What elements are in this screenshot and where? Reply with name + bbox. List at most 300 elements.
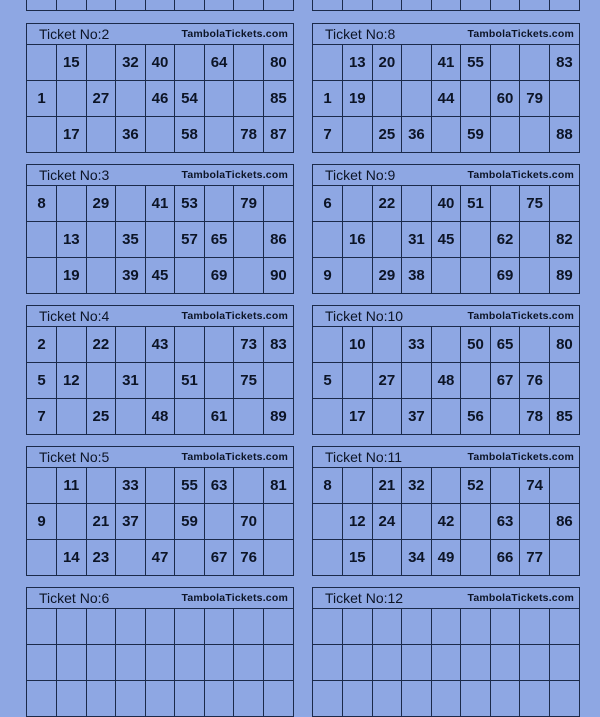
ticket-cell: 14 bbox=[57, 540, 87, 576]
ticket-cell: 5 bbox=[313, 363, 343, 399]
ticket-row bbox=[27, 222, 293, 258]
ticket-cell: 40 bbox=[145, 45, 175, 81]
ticket-cell bbox=[372, 645, 402, 681]
ticket-cell bbox=[234, 222, 264, 258]
ticket bbox=[312, 305, 580, 435]
ticket-cell bbox=[175, 327, 205, 363]
ticket-cell: 77 bbox=[520, 540, 550, 576]
ticket-cell bbox=[431, 609, 461, 645]
ticket-cell: 73 bbox=[234, 327, 264, 363]
ticket-cell bbox=[431, 258, 461, 294]
ticket-cell bbox=[175, 609, 205, 645]
ticket-row bbox=[27, 468, 293, 504]
ticket bbox=[312, 587, 580, 717]
ticket-cell: 31 bbox=[402, 222, 432, 258]
ticket-cell bbox=[116, 681, 146, 717]
ticket-cell bbox=[520, 609, 550, 645]
ticket-cell bbox=[520, 117, 550, 153]
ticket-cell: 56 bbox=[461, 399, 491, 435]
ticket-cell: 20 bbox=[372, 45, 402, 81]
ticket-cell: 60 bbox=[490, 81, 520, 117]
ticket-cell: 7 bbox=[313, 117, 343, 153]
ticket-cell: 29 bbox=[372, 258, 402, 294]
ticket-cell bbox=[520, 504, 550, 540]
ticket-cell: 1 bbox=[313, 81, 343, 117]
ticket-cell bbox=[86, 45, 116, 81]
ticket-cell bbox=[549, 468, 579, 504]
ticket-cell bbox=[313, 681, 343, 717]
ticket-cell: 27 bbox=[372, 363, 402, 399]
ticket-cell: 90 bbox=[263, 258, 293, 294]
ticket-cell bbox=[145, 468, 175, 504]
ticket-cell: 22 bbox=[372, 186, 402, 222]
ticket-cell: 69 bbox=[204, 258, 234, 294]
ticket-cell bbox=[204, 327, 234, 363]
ticket-number: Ticket No:8 bbox=[325, 26, 396, 42]
ticket-cell bbox=[116, 186, 146, 222]
ticket-cell bbox=[263, 504, 293, 540]
ticket-cell bbox=[27, 645, 57, 681]
ticket-number: Ticket No:9 bbox=[325, 167, 396, 183]
ticket-cell: 17 bbox=[57, 117, 87, 153]
ticket-cell: 5 bbox=[27, 363, 57, 399]
ticket-grid bbox=[313, 186, 579, 293]
ticket-cell: 55 bbox=[461, 45, 491, 81]
ticket-row bbox=[27, 399, 293, 435]
ticket-cell bbox=[431, 645, 461, 681]
ticket-cell: 31 bbox=[116, 363, 146, 399]
ticket-cell: 83 bbox=[263, 327, 293, 363]
ticket-cell: 61 bbox=[204, 399, 234, 435]
ticket-cell bbox=[490, 468, 520, 504]
ticket-cell bbox=[145, 222, 175, 258]
brand-label: TambolaTickets.com bbox=[181, 28, 288, 40]
ticket-cell: 25 bbox=[86, 399, 116, 435]
ticket-cell bbox=[490, 609, 520, 645]
ticket-grid bbox=[313, 468, 579, 575]
ticket-cell: 9 bbox=[313, 258, 343, 294]
ticket-cell bbox=[402, 681, 432, 717]
ticket-cell bbox=[145, 363, 175, 399]
ticket-cell bbox=[175, 681, 205, 717]
ticket bbox=[26, 164, 294, 294]
ticket-cell: 59 bbox=[175, 504, 205, 540]
ticket-cell bbox=[116, 540, 146, 576]
ticket-cell bbox=[27, 45, 57, 81]
ticket-cell: 45 bbox=[431, 222, 461, 258]
ticket-cell: 9 bbox=[27, 504, 57, 540]
ticket-cell: 32 bbox=[116, 45, 146, 81]
ticket-cell bbox=[27, 681, 57, 717]
ticket-cell bbox=[57, 399, 87, 435]
ticket-cell bbox=[116, 327, 146, 363]
ticket-cell: 37 bbox=[402, 399, 432, 435]
ticket-row bbox=[313, 81, 579, 117]
ticket-cell bbox=[490, 186, 520, 222]
ticket-header bbox=[313, 588, 579, 609]
ticket-grid bbox=[313, 609, 579, 716]
ticket-header bbox=[27, 165, 293, 186]
ticket-header bbox=[313, 165, 579, 186]
ticket-cell: 58 bbox=[175, 117, 205, 153]
brand-label: TambolaTickets.com bbox=[181, 451, 288, 463]
ticket bbox=[312, 164, 580, 294]
ticket-cell: 37 bbox=[116, 504, 146, 540]
ticket-cell: 76 bbox=[234, 540, 264, 576]
ticket-cell: 6 bbox=[313, 186, 343, 222]
ticket-row bbox=[27, 609, 293, 645]
ticket-cell bbox=[57, 81, 87, 117]
ticket-cell: 34 bbox=[402, 540, 432, 576]
ticket-cell: 75 bbox=[520, 186, 550, 222]
ticket-cell bbox=[57, 645, 87, 681]
ticket-cell: 23 bbox=[86, 540, 116, 576]
ticket-row bbox=[27, 681, 293, 717]
ticket-cell bbox=[461, 540, 491, 576]
ticket-cell: 12 bbox=[343, 504, 373, 540]
ticket-header bbox=[313, 24, 579, 45]
ticket-row bbox=[313, 258, 579, 294]
ticket-cell: 79 bbox=[234, 186, 264, 222]
ticket-row bbox=[27, 540, 293, 576]
ticket-cell bbox=[402, 81, 432, 117]
ticket-cell bbox=[372, 81, 402, 117]
ticket-cell bbox=[86, 681, 116, 717]
ticket-cell: 36 bbox=[116, 117, 146, 153]
ticket-cell bbox=[372, 681, 402, 717]
brand-label: TambolaTickets.com bbox=[467, 169, 574, 181]
ticket-cell: 48 bbox=[431, 363, 461, 399]
ticket-cell bbox=[313, 609, 343, 645]
ticket-cell bbox=[234, 468, 264, 504]
ticket-cell bbox=[204, 81, 234, 117]
ticket-cell bbox=[57, 681, 87, 717]
brand-label: TambolaTickets.com bbox=[467, 451, 574, 463]
ticket-cell bbox=[175, 258, 205, 294]
ticket-cell bbox=[86, 609, 116, 645]
ticket-cell: 47 bbox=[145, 540, 175, 576]
ticket-cell: 1 bbox=[27, 81, 57, 117]
ticket-number: Ticket No:10 bbox=[325, 308, 404, 324]
ticket-cell bbox=[145, 504, 175, 540]
ticket-cell bbox=[263, 186, 293, 222]
ticket bbox=[26, 305, 294, 435]
ticket-cell: 83 bbox=[549, 45, 579, 81]
ticket-cell: 65 bbox=[204, 222, 234, 258]
ticket-cell bbox=[402, 186, 432, 222]
ticket-cell: 64 bbox=[204, 45, 234, 81]
ticket-cell: 79 bbox=[520, 81, 550, 117]
ticket-cell bbox=[461, 609, 491, 645]
ticket-grid bbox=[27, 45, 293, 152]
ticket-cell: 46 bbox=[145, 81, 175, 117]
ticket-cell bbox=[313, 645, 343, 681]
ticket-grid bbox=[313, 45, 579, 152]
ticket-cell bbox=[27, 540, 57, 576]
ticket-cell bbox=[431, 468, 461, 504]
ticket-cell bbox=[343, 645, 373, 681]
ticket-cell bbox=[57, 327, 87, 363]
ticket-row bbox=[27, 645, 293, 681]
ticket-cell: 65 bbox=[490, 327, 520, 363]
ticket-cell: 51 bbox=[461, 186, 491, 222]
ticket bbox=[26, 23, 294, 153]
ticket-cell: 48 bbox=[145, 399, 175, 435]
ticket-cell bbox=[549, 540, 579, 576]
ticket-cell: 87 bbox=[263, 117, 293, 153]
ticket-grid bbox=[27, 609, 293, 716]
ticket-cell bbox=[263, 363, 293, 399]
ticket-cell: 85 bbox=[263, 81, 293, 117]
ticket-cell bbox=[313, 327, 343, 363]
ticket-cell bbox=[145, 681, 175, 717]
ticket-cell bbox=[372, 540, 402, 576]
ticket-cell bbox=[27, 117, 57, 153]
ticket-cell bbox=[234, 609, 264, 645]
ticket-cell: 24 bbox=[372, 504, 402, 540]
ticket-cell: 85 bbox=[549, 399, 579, 435]
ticket-cell bbox=[549, 363, 579, 399]
ticket-cell bbox=[490, 681, 520, 717]
ticket-cell bbox=[86, 363, 116, 399]
ticket-cell: 36 bbox=[402, 117, 432, 153]
ticket-cell bbox=[313, 399, 343, 435]
ticket-cell: 41 bbox=[145, 186, 175, 222]
ticket-cell bbox=[204, 645, 234, 681]
ticket-cell bbox=[461, 222, 491, 258]
ticket-partial-top bbox=[26, 0, 294, 11]
ticket-cell bbox=[263, 609, 293, 645]
ticket-header bbox=[313, 306, 579, 327]
ticket-row bbox=[313, 609, 579, 645]
ticket-cell bbox=[549, 609, 579, 645]
ticket-cell: 86 bbox=[263, 222, 293, 258]
ticket-cell bbox=[402, 363, 432, 399]
ticket-cell bbox=[86, 222, 116, 258]
ticket-cell: 88 bbox=[549, 117, 579, 153]
ticket-cell bbox=[175, 399, 205, 435]
ticket-cell bbox=[86, 117, 116, 153]
ticket-cell bbox=[343, 186, 373, 222]
ticket-cell: 63 bbox=[204, 468, 234, 504]
ticket-row bbox=[27, 117, 293, 153]
ticket bbox=[312, 23, 580, 153]
ticket-cell: 44 bbox=[431, 81, 461, 117]
ticket-cell: 66 bbox=[490, 540, 520, 576]
ticket-cell bbox=[145, 117, 175, 153]
brand-label: TambolaTickets.com bbox=[467, 310, 574, 322]
ticket-cell: 42 bbox=[431, 504, 461, 540]
ticket-row bbox=[313, 45, 579, 81]
ticket-cell: 62 bbox=[490, 222, 520, 258]
ticket-cell: 78 bbox=[234, 117, 264, 153]
ticket-cell: 25 bbox=[372, 117, 402, 153]
ticket-header bbox=[313, 447, 579, 468]
ticket-cell: 32 bbox=[402, 468, 432, 504]
ticket-cell bbox=[204, 117, 234, 153]
ticket-cell bbox=[343, 258, 373, 294]
ticket-cell: 2 bbox=[27, 327, 57, 363]
ticket-cell bbox=[343, 681, 373, 717]
ticket-cell: 33 bbox=[402, 327, 432, 363]
ticket-cell: 59 bbox=[461, 117, 491, 153]
ticket-cell: 40 bbox=[431, 186, 461, 222]
brand-label: TambolaTickets.com bbox=[467, 28, 574, 40]
ticket-cell: 52 bbox=[461, 468, 491, 504]
ticket-cell bbox=[145, 609, 175, 645]
ticket-cell bbox=[313, 540, 343, 576]
ticket-cell: 86 bbox=[549, 504, 579, 540]
ticket-number: Ticket No:4 bbox=[39, 308, 110, 324]
ticket-row bbox=[313, 363, 579, 399]
ticket-cell bbox=[57, 504, 87, 540]
ticket-cell bbox=[204, 504, 234, 540]
ticket-row bbox=[27, 504, 293, 540]
ticket-cell bbox=[116, 81, 146, 117]
ticket-cell bbox=[520, 45, 550, 81]
ticket-cell bbox=[234, 45, 264, 81]
ticket-number: Ticket No:5 bbox=[39, 449, 110, 465]
ticket-grid bbox=[27, 327, 293, 434]
ticket-cell bbox=[343, 363, 373, 399]
ticket-row bbox=[27, 327, 293, 363]
ticket-cell bbox=[520, 645, 550, 681]
ticket-cell: 78 bbox=[520, 399, 550, 435]
ticket-row bbox=[313, 117, 579, 153]
ticket-cell bbox=[549, 645, 579, 681]
ticket-cell bbox=[234, 399, 264, 435]
ticket-cell: 89 bbox=[549, 258, 579, 294]
ticket-cell bbox=[402, 45, 432, 81]
ticket-cell bbox=[520, 327, 550, 363]
ticket-cell bbox=[343, 609, 373, 645]
ticket-cell bbox=[402, 504, 432, 540]
ticket-cell bbox=[204, 363, 234, 399]
ticket-number: Ticket No:6 bbox=[39, 590, 110, 606]
ticket-cell bbox=[116, 645, 146, 681]
ticket-cell: 55 bbox=[175, 468, 205, 504]
ticket-cell: 8 bbox=[27, 186, 57, 222]
ticket-cell bbox=[204, 186, 234, 222]
ticket-cell: 12 bbox=[57, 363, 87, 399]
ticket-cell: 82 bbox=[549, 222, 579, 258]
ticket-cell bbox=[175, 45, 205, 81]
ticket-row bbox=[313, 645, 579, 681]
ticket-row bbox=[313, 222, 579, 258]
ticket-cell bbox=[204, 609, 234, 645]
ticket-cell: 19 bbox=[343, 81, 373, 117]
ticket-number: Ticket No:12 bbox=[325, 590, 404, 606]
ticket-cell: 15 bbox=[343, 540, 373, 576]
ticket-cell: 21 bbox=[86, 504, 116, 540]
ticket-row bbox=[313, 540, 579, 576]
ticket-row bbox=[313, 327, 579, 363]
ticket-cell bbox=[313, 504, 343, 540]
ticket-cell: 22 bbox=[86, 327, 116, 363]
ticket-cell bbox=[234, 645, 264, 681]
ticket-cell bbox=[402, 645, 432, 681]
ticket-cell bbox=[431, 327, 461, 363]
ticket-cell: 70 bbox=[234, 504, 264, 540]
ticket-cell bbox=[116, 609, 146, 645]
brand-label: TambolaTickets.com bbox=[467, 592, 574, 604]
ticket-header bbox=[27, 306, 293, 327]
ticket-cell: 67 bbox=[204, 540, 234, 576]
ticket-cell: 45 bbox=[145, 258, 175, 294]
ticket-cell: 57 bbox=[175, 222, 205, 258]
ticket-row bbox=[313, 681, 579, 717]
ticket-cell bbox=[490, 645, 520, 681]
ticket-cell bbox=[372, 222, 402, 258]
ticket-cell: 7 bbox=[27, 399, 57, 435]
ticket-cell: 51 bbox=[175, 363, 205, 399]
ticket-cell bbox=[343, 468, 373, 504]
ticket-cell: 16 bbox=[343, 222, 373, 258]
ticket-cell: 11 bbox=[57, 468, 87, 504]
ticket-cell: 80 bbox=[549, 327, 579, 363]
ticket-cell bbox=[313, 222, 343, 258]
ticket-row bbox=[27, 186, 293, 222]
ticket-cell: 81 bbox=[263, 468, 293, 504]
ticket-cell: 76 bbox=[520, 363, 550, 399]
ticket-cell bbox=[372, 327, 402, 363]
ticket-cell: 27 bbox=[86, 81, 116, 117]
ticket-cell: 80 bbox=[263, 45, 293, 81]
ticket-row bbox=[313, 504, 579, 540]
ticket-row bbox=[27, 363, 293, 399]
ticket-cell: 17 bbox=[343, 399, 373, 435]
ticket-cell bbox=[461, 81, 491, 117]
ticket-cell: 13 bbox=[343, 45, 373, 81]
ticket-cell bbox=[490, 45, 520, 81]
ticket-cell: 74 bbox=[520, 468, 550, 504]
ticket-cell: 89 bbox=[263, 399, 293, 435]
brand-label: TambolaTickets.com bbox=[181, 169, 288, 181]
brand-label: TambolaTickets.com bbox=[181, 592, 288, 604]
ticket-cell bbox=[263, 681, 293, 717]
ticket-grid bbox=[313, 327, 579, 434]
ticket-cell bbox=[234, 81, 264, 117]
ticket bbox=[26, 587, 294, 717]
ticket bbox=[26, 446, 294, 576]
ticket-cell bbox=[86, 645, 116, 681]
ticket-header bbox=[27, 447, 293, 468]
ticket-cell bbox=[490, 399, 520, 435]
ticket-row bbox=[313, 186, 579, 222]
ticket-cell bbox=[86, 258, 116, 294]
ticket-cell bbox=[520, 681, 550, 717]
ticket-cell bbox=[263, 540, 293, 576]
ticket-cell bbox=[520, 258, 550, 294]
ticket-cell bbox=[204, 681, 234, 717]
ticket-cell bbox=[27, 222, 57, 258]
ticket-row bbox=[27, 81, 293, 117]
ticket-cell bbox=[520, 222, 550, 258]
ticket-cell bbox=[461, 258, 491, 294]
ticket-cell bbox=[234, 681, 264, 717]
ticket-grid bbox=[27, 468, 293, 575]
ticket-cell: 53 bbox=[175, 186, 205, 222]
ticket-cell: 10 bbox=[343, 327, 373, 363]
ticket-cell bbox=[461, 645, 491, 681]
ticket-cell: 75 bbox=[234, 363, 264, 399]
ticket-cell: 38 bbox=[402, 258, 432, 294]
ticket-cell bbox=[490, 117, 520, 153]
ticket-cell bbox=[175, 540, 205, 576]
ticket-cell bbox=[116, 399, 146, 435]
ticket-cell bbox=[86, 468, 116, 504]
ticket-cell bbox=[461, 363, 491, 399]
